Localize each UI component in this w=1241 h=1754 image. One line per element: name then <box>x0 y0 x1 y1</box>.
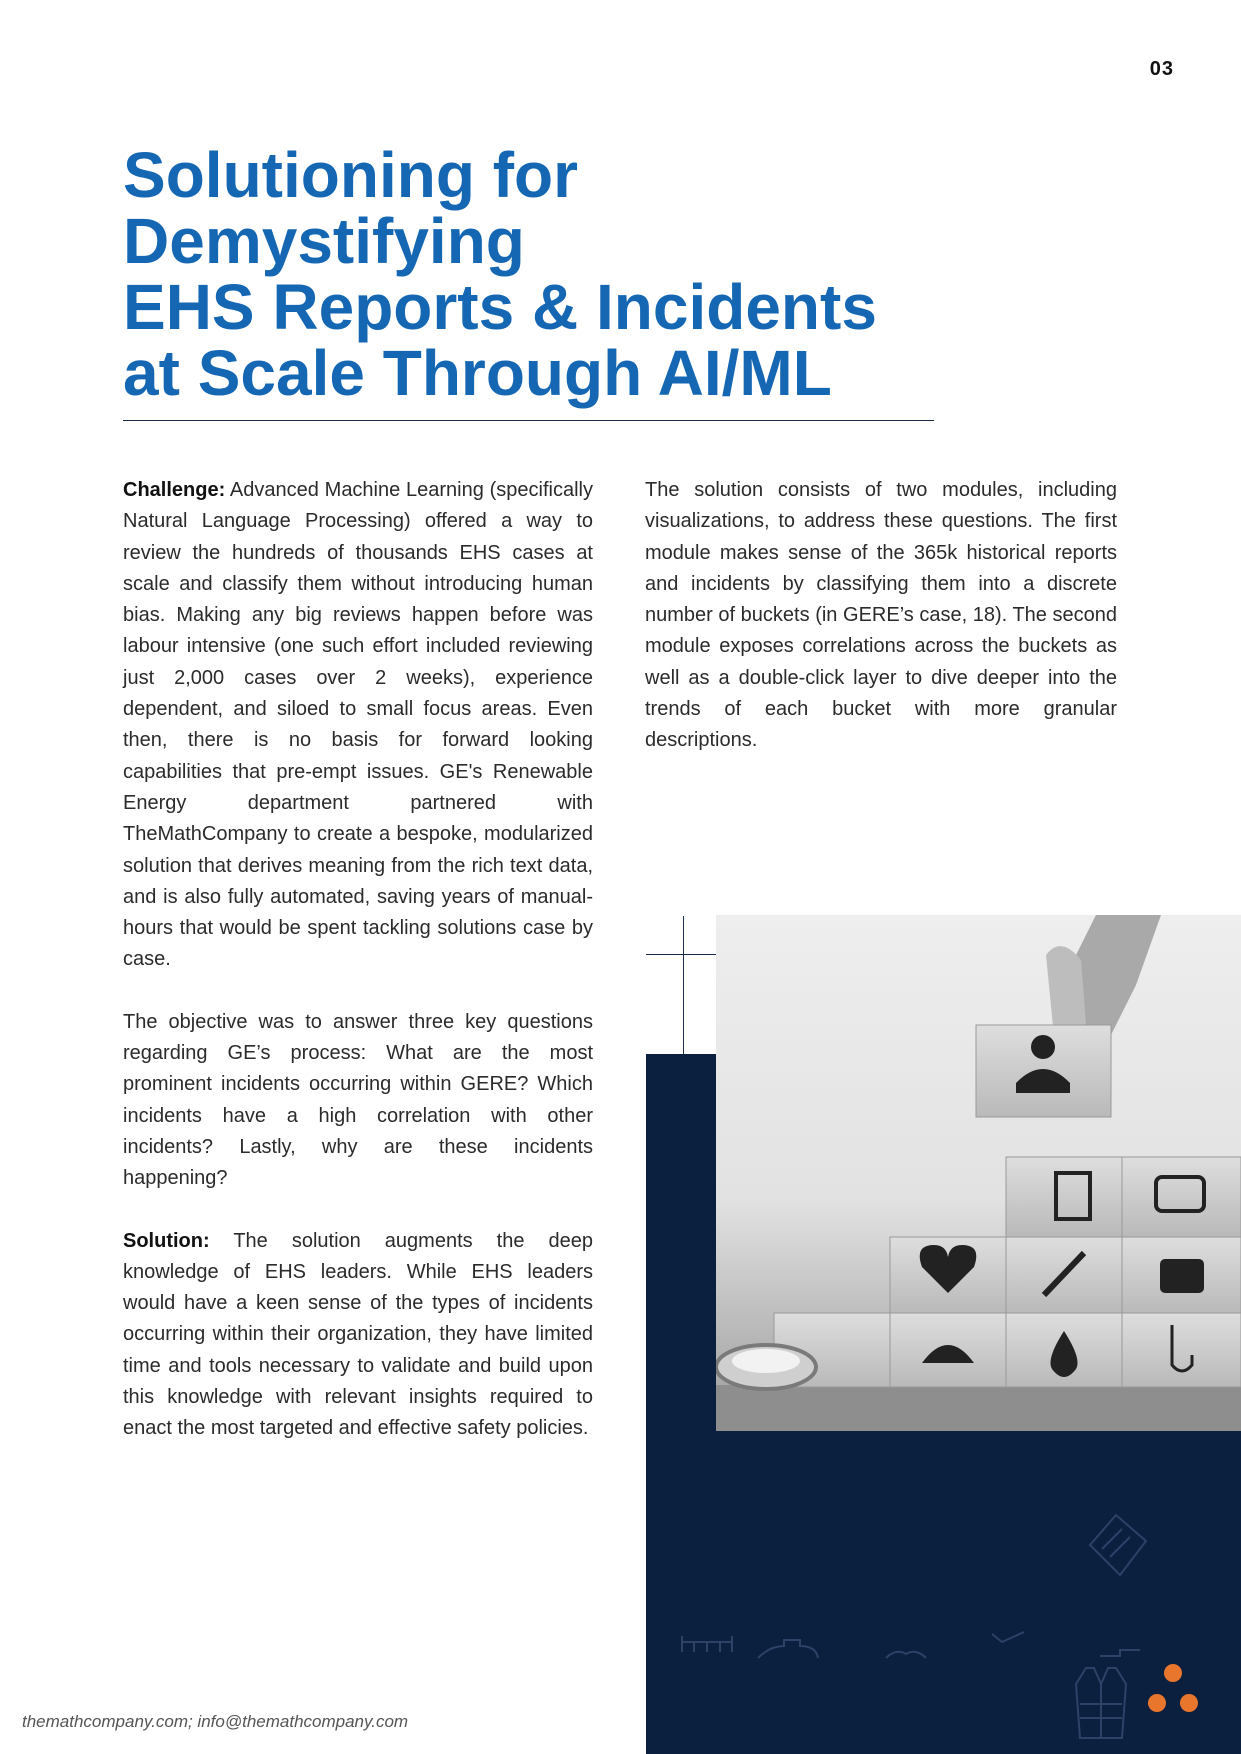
construction-line-icons <box>680 1628 1140 1668</box>
held-block-doctor <box>976 1025 1111 1117</box>
challenge-text: Advanced Machine Learning (specifically Natural Language Processing) offered a way to review the hundreds of thousands EHS cases at scale and classify them without introducing human bias. Making any big reviews happen before was labour intensive (one such effort included reviewing just 2,000 cases over 2 weeks), experience dependent, and siloed to small focus areas. Even then, there is no basis for forward looking capabilities that pre-empt issues. GE's Renewable Energy department partnered with TheMathCompany to create a bespoke, modularized solution that derives meaning from the rich text data, and is also fully automated, saving years of manual-hours that would be spent tackling solutions case by case. <box>123 479 593 971</box>
challenge-paragraph <box>123 475 593 976</box>
orange-dot-left <box>1148 1694 1166 1712</box>
modules-paragraph: The solution consists of two modules, including visualizations, to address these questions. The first module makes sense of the 365k historical reports and incidents by classifying them into a discrete number of buckets (in GERE’s case, 18). The second module exposes correlations across the buckets as well as a double-click layer to dive deeper into the trends of each bucket with more granular descriptions. <box>645 479 1117 752</box>
orange-dot-top <box>1164 1664 1182 1682</box>
footer-contact: themathcompany.com; info@themathcompany.com <box>22 1712 409 1731</box>
objective-paragraph: The objective was to answer three key questions regarding GE’s process: What are the most prominent incidents occurring within GERE? Which incidents have a high correlation with other incidents? Lastly, why are these incidents happening? <box>123 1010 593 1190</box>
hazard-suit-icon <box>1078 1505 1158 1585</box>
challenge-label: Challenge: <box>123 479 226 501</box>
title-line-2: Demystifying <box>123 205 525 277</box>
solution-paragraph <box>123 1226 593 1445</box>
orange-dot-right <box>1180 1694 1198 1712</box>
solution-label: Solution: <box>123 1229 210 1252</box>
page-number: 03 <box>1149 58 1174 80</box>
page-title <box>123 139 943 409</box>
healthcare-blocks-photo <box>716 915 1241 1431</box>
crosshair-horizontal-line <box>646 954 716 955</box>
solution-text: The solution augments the deep knowledge of EHS leaders. While EHS leaders would have a keen sense of the types of incidents occurring within their organization, they have limited time and tools necessary to validate and build upon this knowledge with relevant insights required to enact the most targeted and effective safety policies. <box>123 1229 593 1440</box>
crosshair-vertical-line <box>683 916 684 1054</box>
left-column <box>123 475 593 1476</box>
title-line-4: at Scale Through AI/ML <box>123 337 832 409</box>
title-line-3: EHS Reports & Incidents <box>123 271 877 343</box>
title-divider <box>123 420 934 421</box>
title-line-1: Solutioning for <box>123 139 578 211</box>
safety-vest-icon <box>1072 1664 1130 1742</box>
right-column <box>645 475 1117 788</box>
